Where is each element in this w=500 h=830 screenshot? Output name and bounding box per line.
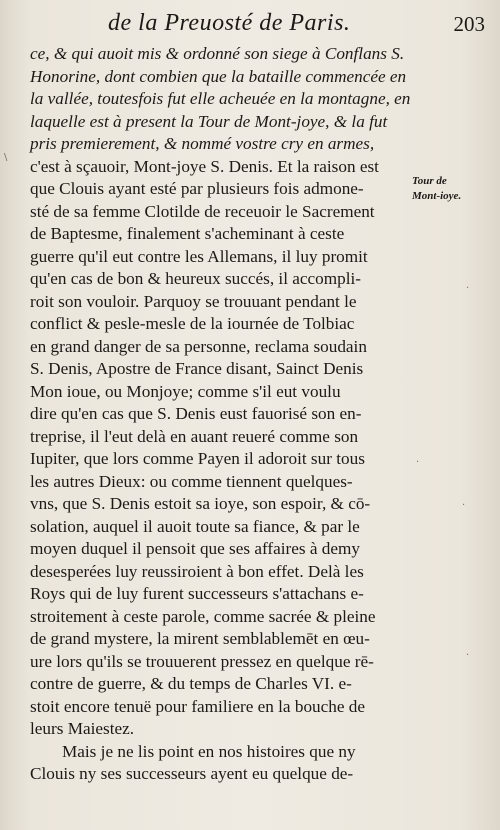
text-line: desesperées luy reussiroient à bon effet. Delà les	[30, 561, 364, 581]
text-line: la vallée, toutesfois fut elle acheuée en la montagne, en	[30, 89, 411, 108]
text-line: Roys qui de luy furent successeurs s'attachans e-	[30, 584, 364, 603]
text-line: Mon ioue, ou Monjoye; comme s'il eut voulu	[30, 381, 341, 401]
text-line: ce, & qui auoit mis & ordonné son siege à Conflans S.	[30, 44, 405, 63]
page-number: 203	[453, 12, 485, 36]
text-line: de grand mystere, la mirent semblablemēt en œu-	[30, 629, 370, 648]
text-line: moyen duquel il pensoit que ses affaires à demy	[30, 539, 360, 558]
running-head: de la Preuosté de Paris.	[108, 10, 351, 36]
text-line: Clouis ny ses successeurs ayent eu quelque de-	[30, 764, 354, 783]
margin-mark: ·	[462, 500, 466, 511]
margin-note-line-2: Mont-ioye.	[412, 190, 462, 202]
text-line: que Clouis ayant esté par plusieurs fois admone-	[30, 179, 364, 198]
text-line: Iupiter, que lors comme Payen il adoroit sur tous	[30, 449, 365, 468]
text-line: vns, que S. Denis estoit sa ioye, son espoir, & cō-	[30, 494, 371, 513]
text-line: c'est à sçauoir, Mont-joye S. Denis. Et la raison est	[30, 156, 379, 176]
text-line: conflict & pesle-mesle de la iournée de Tolbiac	[30, 314, 355, 333]
text-line: roit son vouloir. Parquoy se trouuant pendant le	[30, 291, 357, 311]
text-line: S. Denis, Apostre de France disant, Sainct Denis	[30, 359, 364, 378]
text-line: pris premierement, & nommé vostre cry en armes,	[30, 134, 375, 153]
margin-note-line-1: Tour de	[412, 175, 447, 187]
text-line: stroitement à ceste parole, comme sacrée & pleine	[30, 606, 376, 626]
page-header	[60, 10, 485, 40]
text-line: solation, auquel il auoit toute sa fiance, & par le	[30, 516, 360, 536]
text-line: qu'en cas de bon & heureux succés, il accompli-	[30, 269, 361, 288]
body-text	[30, 43, 410, 786]
text-line: treprise, il l'eut delà en auant reueré comme son	[30, 426, 359, 446]
text-line: stoit encore tenuë pour familiere en la bouche de	[30, 696, 366, 716]
text-line: de Baptesme, finalement s'acheminant à ceste	[30, 224, 345, 243]
margin-mark: ·	[466, 650, 470, 661]
text-line: guerre qu'il eut contre les Allemans, il luy promit	[30, 246, 368, 266]
margin-mark: \	[4, 152, 8, 163]
margin-mark: ·	[416, 457, 420, 468]
text-line: laquelle est à present la Tour de Mont-joye, & la fut	[30, 111, 388, 131]
margin-mark: ·	[466, 283, 470, 294]
text-line: leurs Maiestez.	[30, 719, 135, 738]
text-line: sté de sa femme Clotilde de receuoir le Sacrement	[30, 201, 375, 221]
text-line: en grand danger de sa personne, reclama soudain	[30, 336, 367, 356]
text-line: Mais je ne lis point en nos histoires que ny	[62, 741, 356, 761]
text-line: contre de guerre, & du temps de Charles VI. e-	[30, 674, 352, 693]
text-line: Honorine, dont combien que la bataille commencée en	[30, 66, 407, 86]
text-line: dire qu'en cas que S. Denis eust fauorisé son en-	[30, 404, 362, 423]
text-line: les autres Dieux: ou comme tiennent quelques-	[30, 471, 353, 491]
text-line: ure lors qu'ils se trouuerent pressez en quelque rē-	[30, 651, 374, 671]
